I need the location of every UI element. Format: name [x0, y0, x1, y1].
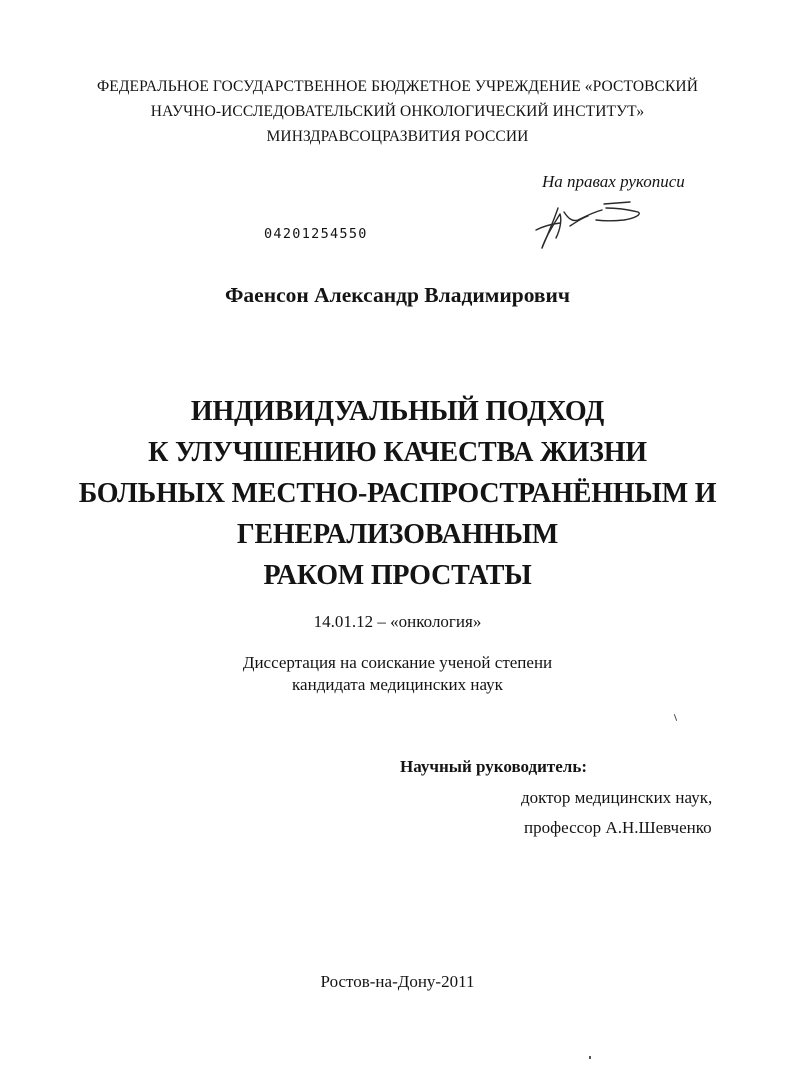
degree-line-1: Диссертация на соискание ученой степени	[242, 653, 553, 672]
city-year: Ростов-на-Дону-2011	[320, 972, 475, 991]
title-line-4: ГЕНЕРАЛИЗОВАННЫМ	[236, 519, 559, 550]
specialty-code: 14.01.12 – «онкология»	[313, 612, 482, 631]
catalog-number: 04201254550	[264, 226, 368, 242]
supervisor-name: профессор А.Н.Шевченко	[524, 818, 712, 837]
author-name: Фаенсон Александр Владимирович	[224, 283, 571, 307]
institution-header	[0, 74, 795, 149]
title-line-2: К УЛУЧШЕНИЮ КАЧЕСТВА ЖИЗНИ	[148, 437, 647, 468]
institution-line-2: НАУЧНО-ИССЛЕДОВАТЕЛЬСКИЙ ОНКОЛОГИЧЕСКИЙ ИНСТИТУТ»	[150, 103, 645, 120]
institution-line-1: ФЕДЕРАЛЬНОЕ ГОСУДАРСТВЕННОЕ БЮДЖЕТНОЕ УЧРЕЖДЕНИЕ «РОСТОВСКИЙ	[96, 78, 699, 95]
dissertation-title	[0, 391, 795, 596]
title-line-5: РАКОМ ПРОСТАТЫ	[263, 560, 532, 591]
supervisor-degree: доктор медицинских наук,	[521, 788, 713, 807]
title-line-3: БОЛЬНЫХ МЕСТНО-РАСПРОСТРАНЁННЫМ И	[78, 478, 717, 509]
scan-speck	[674, 714, 677, 721]
supervisor-label: Научный руководитель:	[400, 757, 587, 776]
title-line-1: ИНДИВИДУАЛЬНЫЙ ПОДХОД	[190, 396, 605, 427]
degree-line-2: кандидата медицинских наук	[292, 675, 503, 694]
degree-statement	[0, 652, 795, 696]
institution-line-3: МИНЗДРАВСОЦРАЗВИТИЯ РОССИИ	[266, 128, 529, 145]
handwritten-signature	[530, 196, 650, 254]
manuscript-note: На правах рукописи	[542, 172, 685, 191]
scan-speck	[589, 1056, 591, 1059]
